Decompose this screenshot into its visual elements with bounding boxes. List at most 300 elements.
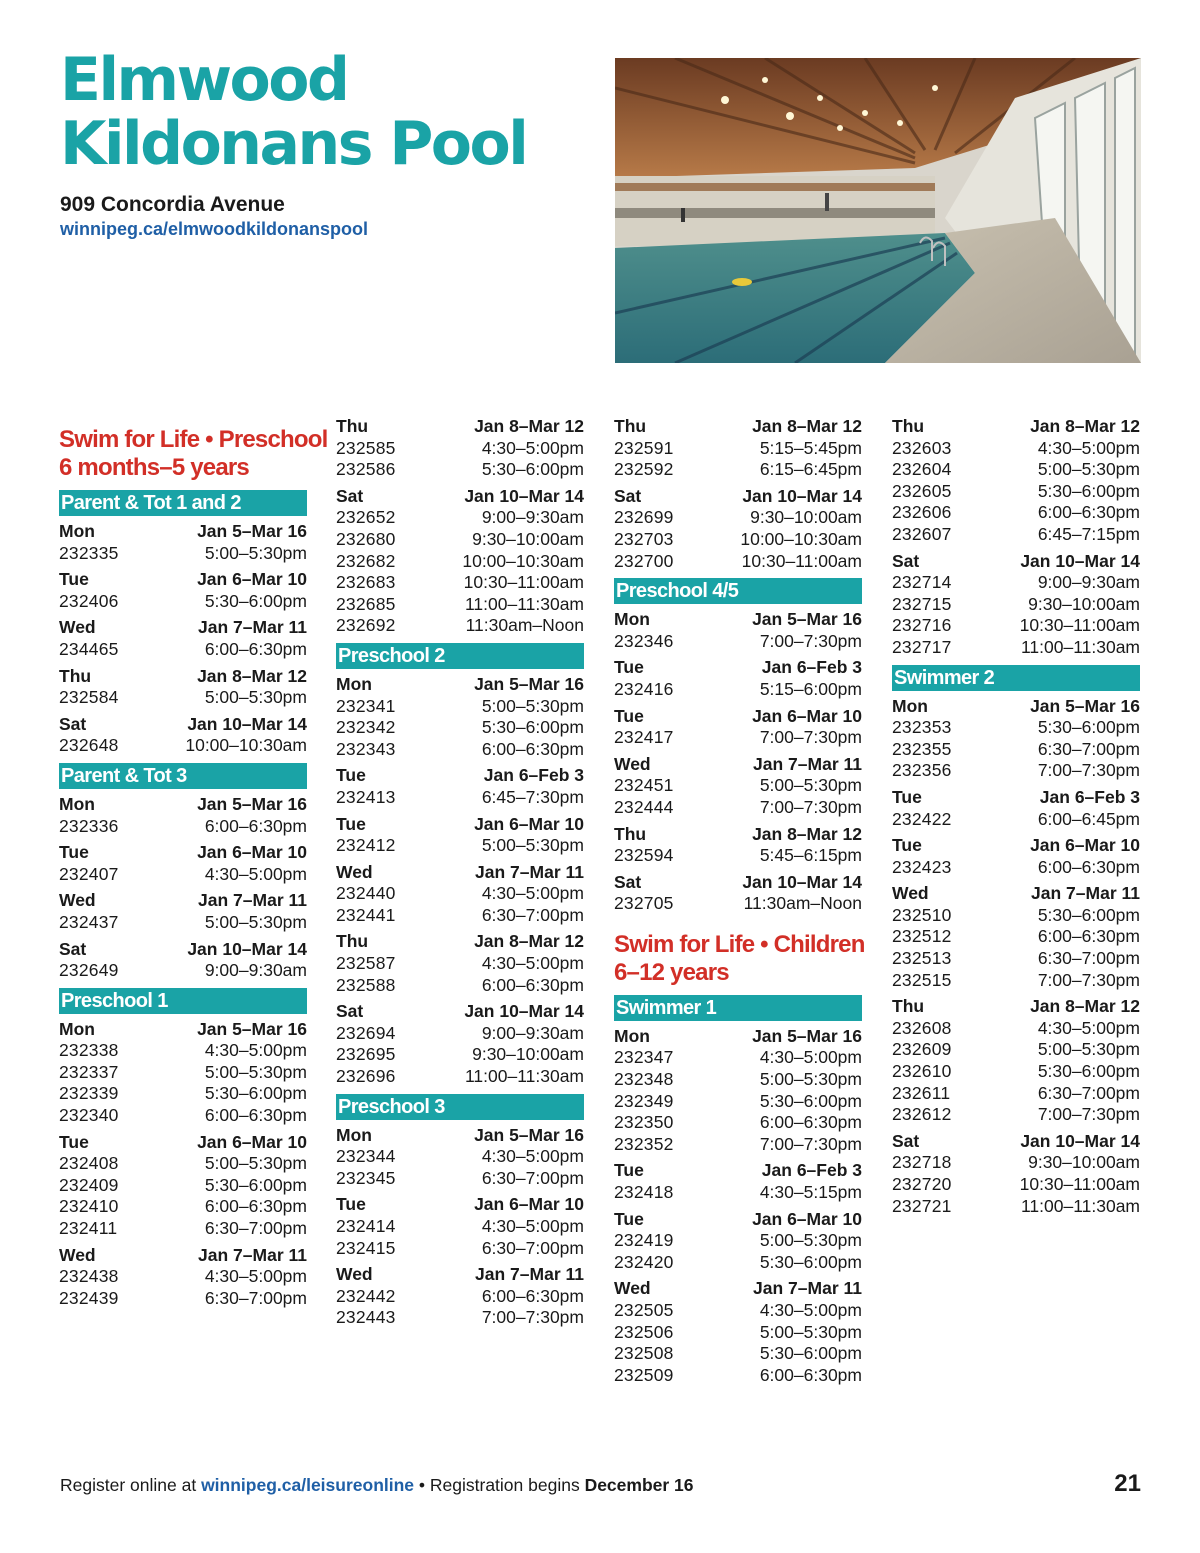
- schedule-group: [59, 842, 307, 885]
- date-range: Jan 10–Mar 14: [187, 713, 307, 734]
- course-code: 232649: [59, 960, 119, 981]
- day-label: Tue: [614, 657, 644, 678]
- course-code: 232438: [59, 1266, 119, 1287]
- class-row: [614, 551, 862, 573]
- class-row: [614, 507, 862, 529]
- course-code: 232350: [614, 1112, 674, 1133]
- course-code: 232703: [614, 528, 674, 549]
- course-code: 232339: [59, 1083, 119, 1104]
- class-time: 6:00–6:30pm: [204, 815, 307, 836]
- class-time: 4:30–5:00pm: [204, 1040, 307, 1061]
- class-time: 4:30–5:00pm: [481, 883, 584, 904]
- day-label: Wed: [59, 1244, 96, 1265]
- day-header: [336, 931, 584, 953]
- schedule-group: [59, 1019, 307, 1127]
- class-time: 4:30–5:00pm: [481, 437, 584, 458]
- course-code: 232406: [59, 590, 119, 611]
- day-label: Tue: [59, 842, 89, 863]
- footer: [60, 1475, 694, 1496]
- schedule-group: [336, 1125, 584, 1190]
- course-code: 232451: [614, 775, 674, 796]
- class-time: 6:30–7:00pm: [1037, 738, 1140, 759]
- day-header: [614, 486, 862, 508]
- class-time: 9:00–9:30am: [204, 960, 307, 981]
- course-code: 232344: [336, 1146, 396, 1167]
- course-code: 232411: [59, 1218, 118, 1239]
- course-code: 232335: [59, 542, 119, 563]
- class-time: 9:00–9:30am: [481, 507, 584, 528]
- pool-photo: [615, 58, 1141, 363]
- class-row: [892, 926, 1140, 948]
- class-time: 5:30–6:00pm: [204, 1174, 307, 1195]
- day-header: [614, 1209, 862, 1231]
- class-row: [892, 1061, 1140, 1083]
- class-time: 6:00–6:30pm: [204, 638, 307, 659]
- date-range: Jan 5–Mar 16: [474, 673, 584, 694]
- day-header: [59, 1245, 307, 1267]
- class-row: [892, 1152, 1140, 1174]
- day-label: Tue: [59, 569, 89, 590]
- class-time: 4:30–5:00pm: [204, 863, 307, 884]
- date-range: Jan 6–Feb 3: [1039, 786, 1140, 807]
- course-code: 232692: [336, 615, 396, 636]
- course-code: 232340: [59, 1105, 119, 1126]
- class-time: 4:30–5:00pm: [1037, 437, 1140, 458]
- section-title-line: Swim for Life • Children: [614, 930, 865, 958]
- class-time: 5:00–5:30pm: [759, 775, 862, 796]
- day-label: Wed: [336, 1264, 373, 1285]
- day-label: Thu: [336, 416, 369, 436]
- course-code: 232695: [336, 1044, 396, 1065]
- class-time: 6:00–6:30pm: [1037, 856, 1140, 877]
- day-header: [336, 486, 584, 508]
- course-code: 232592: [614, 459, 674, 480]
- day-header: [336, 416, 584, 438]
- schedule-group: [59, 569, 307, 612]
- class-time: 5:30–6:00pm: [759, 1251, 862, 1272]
- class-time: 10:30–11:00am: [741, 550, 862, 571]
- class-row: [59, 1196, 307, 1218]
- course-code: 232422: [892, 808, 952, 829]
- day-header: [59, 569, 307, 591]
- day-header: [892, 551, 1140, 573]
- class-row: [59, 960, 307, 982]
- day-label: Thu: [614, 823, 647, 844]
- day-header: [59, 794, 307, 816]
- class-time: 5:30–6:00pm: [759, 1090, 862, 1111]
- class-time: 6:30–7:00pm: [204, 1287, 307, 1308]
- class-time: 10:30–11:00am: [463, 572, 584, 593]
- course-code: 232585: [336, 437, 396, 458]
- schedule-group: [336, 765, 584, 808]
- schedule-group: [59, 617, 307, 660]
- class-time: 5:30–6:00pm: [481, 459, 584, 480]
- course-code: 232407: [59, 863, 119, 884]
- class-row: [59, 735, 307, 757]
- class-time: 5:30–6:00pm: [1037, 717, 1140, 738]
- class-time: 5:30–6:00pm: [1037, 1061, 1140, 1082]
- day-label: Thu: [892, 996, 925, 1017]
- day-header: [59, 890, 307, 912]
- class-time: 5:00–5:30pm: [759, 1321, 862, 1342]
- class-row: [59, 1040, 307, 1062]
- class-row: [59, 816, 307, 838]
- class-time: 7:00–7:30pm: [759, 727, 862, 748]
- schedule-group: [59, 1245, 307, 1310]
- date-range: Jan 10–Mar 14: [1020, 1130, 1140, 1151]
- date-range: Jan 6–Mar 10: [197, 1131, 307, 1152]
- class-time: 6:00–6:30pm: [481, 1285, 584, 1306]
- date-range: Jan 6–Mar 10: [474, 813, 584, 834]
- class-time: 5:00–5:30pm: [1037, 459, 1140, 480]
- day-label: Thu: [59, 665, 92, 686]
- course-code: 232612: [892, 1104, 952, 1125]
- course-code: 232419: [614, 1230, 674, 1251]
- day-header: [614, 1026, 862, 1048]
- date-range: Jan 10–Mar 14: [187, 938, 307, 959]
- schedule-group: [59, 939, 307, 982]
- class-row: [892, 970, 1140, 992]
- class-row: [614, 1252, 862, 1274]
- class-time: 4:30–5:15pm: [759, 1182, 862, 1203]
- class-time: 11:30am–Noon: [465, 615, 584, 636]
- course-code: 232508: [614, 1343, 674, 1364]
- class-row: [892, 481, 1140, 503]
- schedule-group: [614, 486, 862, 572]
- course-code: 232513: [892, 948, 952, 969]
- class-row: [336, 1168, 584, 1190]
- class-row: [614, 727, 862, 749]
- class-time: 5:30–6:00pm: [759, 1343, 862, 1364]
- day-label: Sat: [614, 485, 642, 506]
- class-row: [892, 857, 1140, 879]
- course-code: 232443: [336, 1307, 396, 1328]
- day-header: [892, 696, 1140, 718]
- course-code: 232408: [59, 1153, 119, 1174]
- class-time: 11:00–11:30am: [464, 593, 584, 614]
- day-header: [614, 1160, 862, 1182]
- day-header: [892, 996, 1140, 1018]
- course-code: 234465: [59, 638, 119, 659]
- day-label: Mon: [59, 793, 95, 814]
- class-row: [336, 905, 584, 927]
- course-code: 232416: [614, 678, 674, 699]
- course-code: 232648: [59, 735, 119, 756]
- class-time: 4:30–5:00pm: [204, 1266, 307, 1287]
- day-label: Tue: [59, 1131, 89, 1152]
- day-label: Sat: [59, 713, 87, 734]
- section-title: [614, 930, 865, 987]
- class-row: [336, 551, 584, 573]
- class-time: 6:30–7:00pm: [204, 1218, 307, 1239]
- program-header: Preschool 4/5: [614, 578, 862, 604]
- date-range: Jan 5–Mar 16: [752, 1025, 862, 1046]
- date-range: Jan 6–Mar 10: [197, 569, 307, 590]
- section-title-line: 6 months–5 years: [59, 454, 249, 481]
- class-row: [892, 637, 1140, 659]
- class-time: 5:30–6:00pm: [481, 717, 584, 738]
- course-code: 232414: [336, 1216, 396, 1236]
- course-code: 232606: [892, 502, 952, 523]
- class-time: 6:30–7:00pm: [481, 1167, 584, 1188]
- class-time: 9:00–9:30am: [1037, 572, 1140, 593]
- course-code: 232346: [614, 630, 674, 651]
- class-time: 5:00–5:30pm: [204, 1153, 307, 1174]
- class-row: [614, 1069, 862, 1091]
- class-row: [614, 679, 862, 701]
- class-row: [336, 1286, 584, 1308]
- course-code: 232505: [614, 1300, 674, 1320]
- date-range: Jan 6–Mar 10: [474, 1194, 584, 1215]
- class-time: 6:30–7:00pm: [1037, 1082, 1140, 1103]
- class-time: 6:00–6:30pm: [204, 1105, 307, 1126]
- day-header: [614, 706, 862, 728]
- class-row: [614, 438, 862, 460]
- section-title-line: 6–12 years: [614, 958, 729, 986]
- course-code: 232415: [336, 1237, 396, 1258]
- date-range: Jan 6–Mar 10: [1030, 835, 1140, 856]
- day-header: [59, 617, 307, 639]
- schedule-group: [892, 787, 1140, 830]
- day-header: [614, 1278, 862, 1300]
- class-row: [336, 883, 584, 905]
- date-range: Jan 8–Mar 12: [474, 416, 584, 436]
- date-range: Jan 7–Mar 11: [198, 1244, 307, 1265]
- course-code: 232608: [892, 1017, 952, 1038]
- date-range: Jan 8–Mar 12: [752, 416, 862, 436]
- schedule-group: [336, 931, 584, 996]
- class-time: 11:00–11:30am: [1020, 1195, 1140, 1216]
- class-row: [614, 459, 862, 481]
- course-code: 232610: [892, 1061, 952, 1082]
- schedule-group: [892, 1131, 1140, 1217]
- day-label: Mon: [59, 521, 95, 541]
- day-header: [614, 872, 862, 894]
- class-row: [614, 1047, 862, 1069]
- schedule-group: [892, 883, 1140, 991]
- class-time: 6:00–6:30pm: [481, 974, 584, 995]
- day-header: [614, 416, 862, 438]
- course-code: 232717: [892, 636, 952, 657]
- day-header: [892, 883, 1140, 905]
- class-row: [892, 502, 1140, 524]
- date-range: Jan 6–Feb 3: [483, 765, 584, 786]
- class-row: [59, 864, 307, 886]
- course-code: 232423: [892, 856, 952, 877]
- schedule-group: [614, 609, 862, 652]
- course-code: 232705: [614, 893, 674, 914]
- class-row: [892, 948, 1140, 970]
- schedule-group: [614, 1160, 862, 1203]
- class-row: [59, 1175, 307, 1197]
- program-header: Preschool 3: [336, 1094, 584, 1120]
- date-range: Jan 10–Mar 14: [742, 871, 862, 892]
- day-header: [336, 814, 584, 836]
- course-code: 232685: [336, 593, 396, 614]
- class-time: 10:00–10:30am: [185, 735, 307, 756]
- class-row: [59, 1153, 307, 1175]
- class-row: [892, 1083, 1140, 1105]
- class-time: 7:00–7:30pm: [759, 796, 862, 817]
- course-code: 232603: [892, 437, 952, 458]
- day-header: [336, 1001, 584, 1023]
- course-code: 232355: [892, 738, 952, 759]
- class-row: [59, 1288, 307, 1310]
- schedule-group: [614, 1278, 862, 1386]
- class-time: 10:30–11:00am: [1019, 615, 1140, 636]
- date-range: Jan 5–Mar 16: [197, 521, 307, 541]
- class-time: 10:00–10:30am: [740, 528, 862, 549]
- class-time: 5:00–5:30pm: [204, 687, 307, 708]
- class-row: [892, 1196, 1140, 1218]
- day-label: Tue: [614, 1160, 644, 1181]
- class-row: [336, 739, 584, 761]
- schedule-column-4: [892, 416, 1140, 1217]
- class-row: [59, 591, 307, 613]
- date-range: Jan 6–Feb 3: [761, 1160, 862, 1181]
- class-row: [614, 1365, 862, 1387]
- date-range: Jan 5–Mar 16: [1030, 695, 1140, 716]
- course-code: 232413: [336, 786, 396, 807]
- class-time: 6:00–6:45pm: [1037, 808, 1140, 829]
- day-header: [614, 754, 862, 776]
- class-row: [892, 1174, 1140, 1196]
- class-row: [336, 787, 584, 809]
- course-code: 232718: [892, 1152, 952, 1173]
- schedule-group: [336, 416, 584, 481]
- class-row: [59, 687, 307, 709]
- leisure-online-link[interactable]: winnipeg.ca/leisureonline: [201, 1475, 415, 1495]
- date-range: Jan 8–Mar 12: [474, 931, 584, 952]
- date-range: Jan 7–Mar 11: [475, 861, 584, 882]
- day-header: [59, 521, 307, 543]
- title-line-2: Kildonans Pool: [60, 109, 527, 179]
- schedule-group: [59, 890, 307, 933]
- class-time: 5:00–5:30pm: [1037, 1039, 1140, 1060]
- date-range: Jan 8–Mar 12: [1030, 996, 1140, 1017]
- day-label: Wed: [336, 861, 373, 882]
- day-header: [59, 714, 307, 736]
- class-time: 4:30–5:00pm: [481, 1216, 584, 1236]
- class-time: 6:45–7:15pm: [1037, 523, 1140, 544]
- page-title: [60, 45, 580, 179]
- date-range: Jan 8–Mar 12: [752, 823, 862, 844]
- course-code: 232586: [336, 459, 396, 480]
- facility-link[interactable]: winnipeg.ca/elmwoodkildonanspool: [60, 219, 369, 239]
- course-code: 232587: [336, 953, 396, 974]
- day-label: Tue: [614, 705, 644, 726]
- date-range: Jan 7–Mar 11: [198, 617, 307, 638]
- course-code: 232409: [59, 1174, 119, 1195]
- day-header: [59, 1019, 307, 1041]
- day-header: [336, 765, 584, 787]
- day-header: [336, 862, 584, 884]
- course-code: 232442: [336, 1285, 396, 1306]
- day-header: [614, 824, 862, 846]
- class-time: 6:00–6:30pm: [1037, 926, 1140, 947]
- class-row: [892, 438, 1140, 460]
- day-label: Mon: [59, 1018, 95, 1039]
- class-time: 7:00–7:30pm: [1037, 760, 1140, 781]
- course-code: 232348: [614, 1069, 674, 1090]
- schedule-column-1: [59, 416, 328, 1309]
- class-row: [892, 524, 1140, 546]
- class-row: [59, 639, 307, 661]
- class-time: 6:30–7:00pm: [481, 1237, 584, 1258]
- day-label: Tue: [336, 813, 366, 834]
- schedule-group: [892, 996, 1140, 1126]
- course-code: 232512: [892, 926, 952, 947]
- class-row: [614, 529, 862, 551]
- course-code: 232682: [336, 550, 396, 571]
- class-time: 4:30–5:00pm: [759, 1300, 862, 1320]
- class-row: [336, 615, 584, 637]
- course-code: 232356: [892, 760, 952, 781]
- date-range: Jan 5–Mar 16: [752, 609, 862, 630]
- class-row: [892, 615, 1140, 637]
- class-time: 5:15–6:00pm: [759, 678, 862, 699]
- class-row: [336, 594, 584, 616]
- class-time: 6:00–6:30pm: [481, 738, 584, 759]
- course-code: 232343: [336, 738, 396, 759]
- course-code: 232584: [59, 687, 119, 708]
- program-header: Preschool 2: [336, 643, 584, 669]
- class-row: [892, 809, 1140, 831]
- day-label: Wed: [59, 617, 96, 638]
- class-time: 9:30–10:00am: [472, 1044, 584, 1065]
- class-row: [614, 1230, 862, 1252]
- schedule-group: [59, 521, 307, 564]
- day-label: Tue: [336, 1194, 366, 1215]
- class-row: [892, 1018, 1140, 1040]
- schedule-group: [892, 551, 1140, 659]
- class-row: [59, 1266, 307, 1288]
- date-range: Jan 10–Mar 14: [742, 485, 862, 506]
- class-time: 9:00–9:30am: [481, 1022, 584, 1043]
- schedule-column-3: [614, 416, 865, 1386]
- class-row: [336, 572, 584, 594]
- class-row: [336, 1066, 584, 1088]
- class-time: 5:30–6:00pm: [1037, 480, 1140, 501]
- day-label: Sat: [336, 485, 364, 506]
- schedule-group: [336, 1194, 584, 1259]
- class-row: [614, 1182, 862, 1204]
- class-time: 7:00–7:30pm: [481, 1307, 584, 1328]
- title-line-1: Elmwood: [60, 45, 348, 115]
- schedule-group: [336, 486, 584, 637]
- class-row: [336, 529, 584, 551]
- day-label: Wed: [59, 890, 96, 911]
- class-row: [614, 631, 862, 653]
- day-label: Tue: [336, 765, 366, 786]
- day-label: Thu: [892, 416, 925, 436]
- class-row: [892, 739, 1140, 761]
- section-title: [59, 426, 328, 482]
- day-label: Thu: [614, 416, 647, 436]
- course-code: 232715: [892, 593, 952, 614]
- course-code: 232509: [614, 1364, 674, 1385]
- class-row: [614, 1091, 862, 1113]
- class-time: 9:30–10:00am: [472, 528, 584, 549]
- class-time: 7:00–7:30pm: [759, 1133, 862, 1154]
- date-range: Jan 6–Mar 10: [752, 1208, 862, 1229]
- class-row: [614, 775, 862, 797]
- schedule-group: [614, 706, 862, 749]
- footer-middle: • Registration begins: [414, 1475, 585, 1495]
- class-time: 9:30–10:00am: [750, 507, 862, 528]
- day-label: Sat: [614, 871, 642, 892]
- course-code: 232652: [336, 507, 396, 528]
